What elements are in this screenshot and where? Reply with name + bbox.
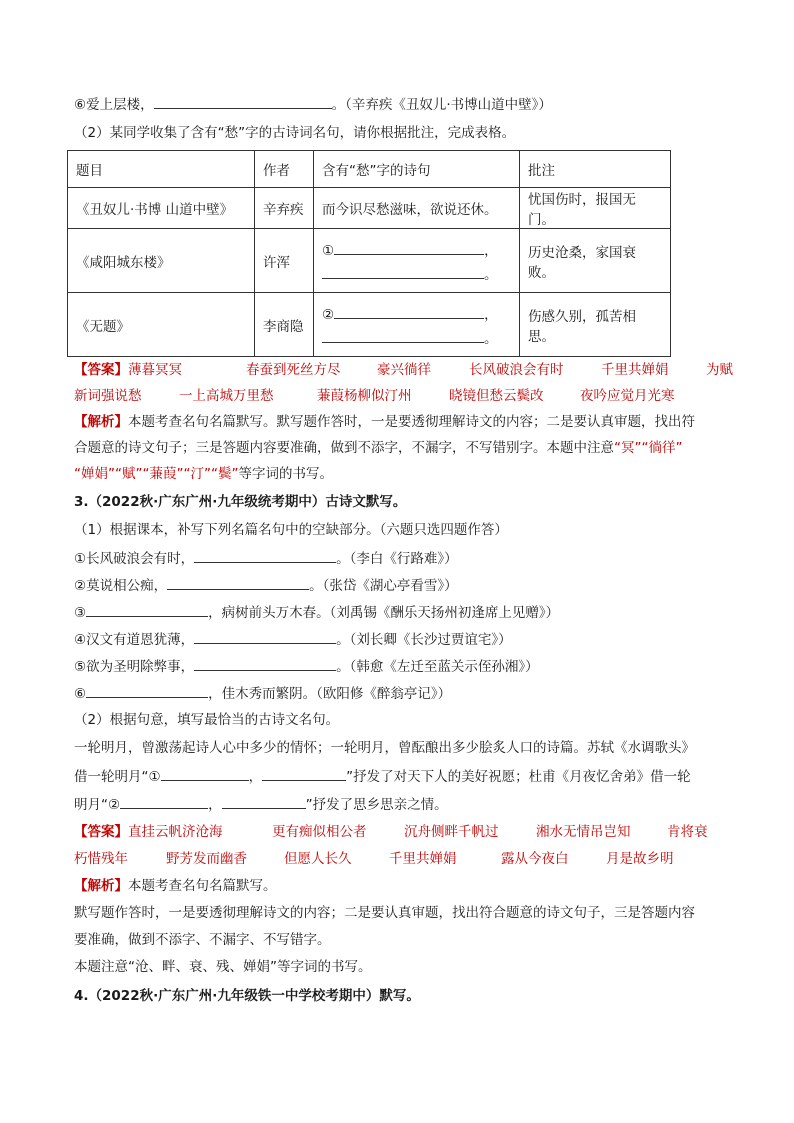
answer-block-2-row1: 【答案】直挂云帆济沧海 更有痴似相公者 沉舟侧畔千帆过 湘水无情吊岂知 肯将衰 xyxy=(74,824,708,840)
q2-part2-intro: （2）某同学收集了含有“愁”字的古诗词名句，请你根据批注，完成表格。 xyxy=(74,125,516,141)
table-row: 《丑奴儿·书博 山道中壁》 辛弃疾 而今识尽愁滋味，欲说还休。 忧国伤时，报国无门。 xyxy=(68,188,671,229)
q3-item-3: ③ ，病树前头万木春。（刘禹锡《酬乐天扬州初逢席上见赠》） xyxy=(74,602,559,623)
fill-blank[interactable] xyxy=(322,264,484,279)
table-header-row xyxy=(68,151,671,188)
q3-paragraph-line1: 一轮明月，曾激荡起诗人心中多少的情怀；一轮明月，曾酝酿出多少脍炙人口的诗篇。苏轼《水调歌头》 xyxy=(74,740,695,756)
analysis-2-line1: 【解析】本题考查名句名篇默写。 xyxy=(74,878,277,894)
header-note: 批注 xyxy=(520,151,671,188)
q3-item-1: ①长风破浪会有时， 。（李白《行路难》） xyxy=(74,548,458,569)
fill-blank[interactable] xyxy=(120,794,208,809)
fill-blank[interactable] xyxy=(262,766,346,781)
analysis-1-line2: 合题意的诗文句子；三是答题内容要准确，做到不添字，不漏字，不写错别字。本题中注意“冥”“徜徉” xyxy=(74,440,683,456)
fill-blank[interactable] xyxy=(334,304,484,319)
table-row: 《无题》 李商隐 ② ， 。 伤感久别，孤苦相思。 xyxy=(68,293,671,357)
q2-item6: ⑥爱上层楼， 。（辛弃疾《丑奴儿·书博山道中壁》） xyxy=(74,94,552,115)
question-3-heading: 3.（2022秋·广东广州·九年级统考期中）古诗文默写。 xyxy=(74,494,407,510)
question-3-part2: （2）根据句意，填写最恰当的古诗文名句。 xyxy=(74,712,340,728)
fill-blank[interactable] xyxy=(167,575,309,590)
fill-blank[interactable] xyxy=(194,629,336,644)
analysis-1-line1: 【解析】本题考查名句名篇默写。默写题作答时，一是要透彻理解诗文的内容；二是要认真审题，找出符 xyxy=(74,414,695,430)
header-line: 含有“愁”字的诗句 xyxy=(314,151,520,188)
question-4-heading: 4.（2022秋·广东广州·九年级铁一中学校考期中）默写。 xyxy=(74,988,420,1004)
analysis-2-line4: 本题注意“沧、畔、衰、残、婵娟”等字词的书写。 xyxy=(74,959,372,975)
fill-blank[interactable] xyxy=(322,328,484,343)
fill-blank[interactable] xyxy=(194,656,336,671)
fill-blank[interactable] xyxy=(194,548,336,563)
fill-blank[interactable] xyxy=(161,766,249,781)
analysis-2-line2: 默写题作答时，一是要透彻理解诗文的内容；二是要认真审题，找出符合题意的诗文句子，三是答题内容 xyxy=(74,905,695,921)
fill-blank[interactable] xyxy=(86,683,208,698)
fill-blank[interactable] xyxy=(86,602,208,617)
analysis-1-line3: “婵娟”“赋”“蒹葭”“汀”“鬓”等字词的书写。 xyxy=(74,466,333,482)
q3-paragraph-line3: 明月“② ， ”抒发了思乡思亲之情。 xyxy=(74,794,448,815)
q3-item-4: ④汉文有道恩犹薄， 。（刘长卿《长沙过贾谊宅》） xyxy=(74,629,512,650)
q3-item-2: ②莫说相公痴， 。（张岱《湖心亭看雪》） xyxy=(74,575,458,596)
q3-item-5: ⑤欲为圣明除弊事， 。（韩愈《左迁至蓝关示侄孙湘》） xyxy=(74,656,539,677)
q3-paragraph-line2: 借一轮明月“① ， ”抒发了对天下人的美好祝愿；杜甫《月夜忆舍弟》借一轮 xyxy=(74,766,691,787)
answer-block-2-row2: 朽惜残年 野芳发而幽香 但愿人长久 千里共婵娟 露从今夜白 月是故乡明 xyxy=(74,851,674,867)
table-row: 《咸阳城东楼》 许浑 ① ， 。 历史沧桑，家国衰败。 xyxy=(68,229,671,293)
fill-blank[interactable] xyxy=(154,94,332,109)
fill-blank[interactable] xyxy=(222,794,306,809)
question-3-part1: （1）根据课本，补写下列名篇名句中的空缺部分。（六题只选四题作答） xyxy=(74,522,508,538)
header-author: 作者 xyxy=(255,151,314,188)
fill-blank[interactable] xyxy=(334,240,484,255)
q3-item-6: ⑥ ，佳木秀而繁阴。（欧阳修《醉翁亭记》） xyxy=(74,683,451,704)
answer-block-1-row2: 新词强说愁 一上高城万里愁 蒹葭杨柳似汀州 晓镜但愁云鬓改 夜吟应觉月光寒 xyxy=(74,388,675,404)
header-title: 题目 xyxy=(68,151,255,188)
poem-table xyxy=(67,150,671,357)
analysis-2-line3: 要准确，做到不添字、不漏字、不写错字。 xyxy=(74,932,331,948)
answer-block-1-row1: 【答案】薄暮冥冥 春蚕到死丝方尽 豪兴徜徉 长风破浪会有时 千里共婵娟 为赋 xyxy=(74,362,733,378)
